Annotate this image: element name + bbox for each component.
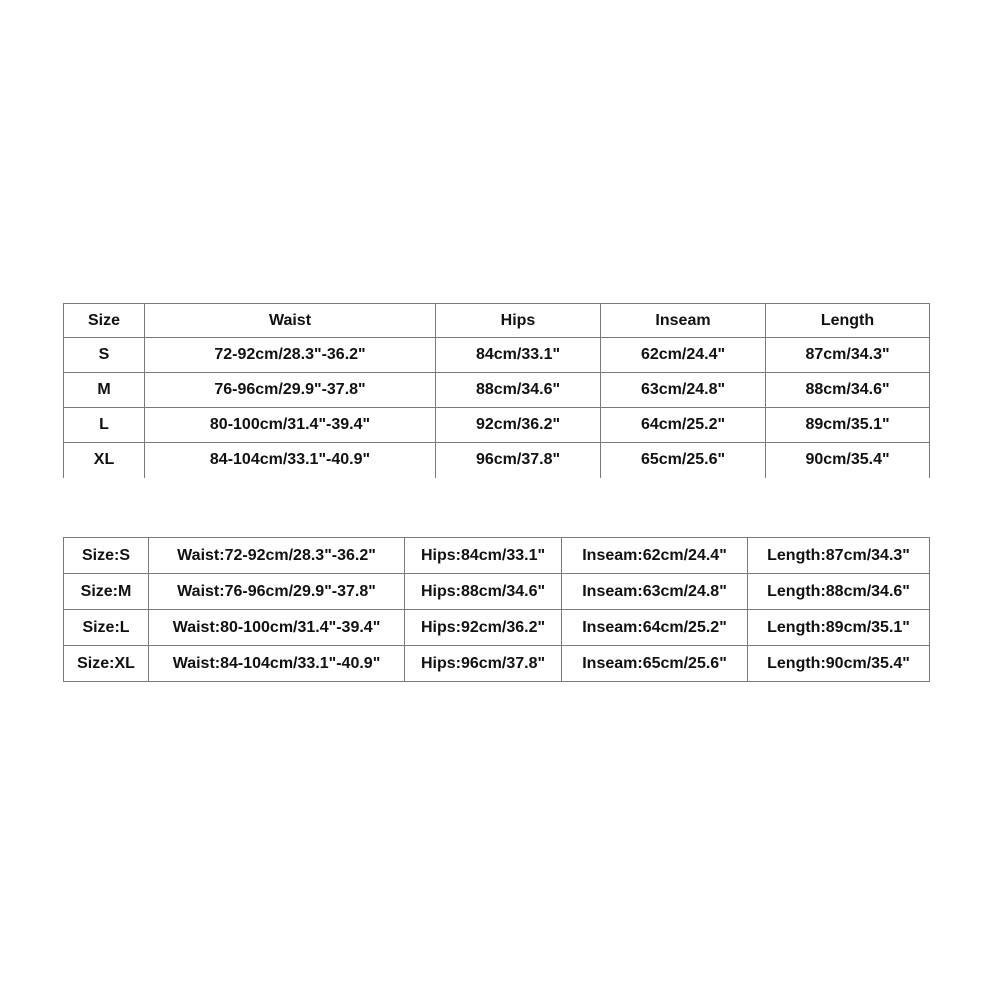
length-cell: Length:88cm/34.6"	[748, 574, 930, 610]
hips-cell: Hips:88cm/34.6"	[405, 574, 562, 610]
hips-cell: 84cm/33.1"	[436, 338, 601, 373]
size-cell: Size:M	[64, 574, 149, 610]
inseam-cell: Inseam:64cm/25.2"	[562, 610, 748, 646]
header-inseam: Inseam	[601, 304, 766, 338]
header-length: Length	[766, 304, 930, 338]
length-cell: 89cm/35.1"	[766, 408, 930, 443]
length-cell: 87cm/34.3"	[766, 338, 930, 373]
size-cell: Size:L	[64, 610, 149, 646]
header-waist: Waist	[145, 304, 436, 338]
size-cell: XL	[64, 443, 145, 478]
size-cell: Size:XL	[64, 646, 149, 682]
table-row	[64, 574, 930, 610]
table-row	[64, 538, 930, 574]
inseam-cell: Inseam:65cm/25.6"	[562, 646, 748, 682]
hips-cell: 92cm/36.2"	[436, 408, 601, 443]
size-chart-table	[63, 303, 930, 478]
waist-cell: Waist:80-100cm/31.4"-39.4"	[149, 610, 405, 646]
waist-cell: 76-96cm/29.9"-37.8"	[145, 373, 436, 408]
waist-cell: 80-100cm/31.4"-39.4"	[145, 408, 436, 443]
size-cell: L	[64, 408, 145, 443]
table-row	[64, 338, 930, 373]
waist-cell: Waist:72-92cm/28.3"-36.2"	[149, 538, 405, 574]
header-hips: Hips	[436, 304, 601, 338]
size-chart-labeled-table	[63, 537, 930, 682]
hips-cell: Hips:92cm/36.2"	[405, 610, 562, 646]
length-cell: 90cm/35.4"	[766, 443, 930, 478]
waist-cell: Waist:84-104cm/33.1"-40.9"	[149, 646, 405, 682]
length-cell: Length:87cm/34.3"	[748, 538, 930, 574]
table-row	[64, 373, 930, 408]
inseam-cell: Inseam:63cm/24.8"	[562, 574, 748, 610]
table-header-row	[64, 304, 930, 338]
table-row	[64, 646, 930, 682]
hips-cell: Hips:84cm/33.1"	[405, 538, 562, 574]
waist-cell: Waist:76-96cm/29.9"-37.8"	[149, 574, 405, 610]
size-cell: Size:S	[64, 538, 149, 574]
inseam-cell: Inseam:62cm/24.4"	[562, 538, 748, 574]
waist-cell: 84-104cm/33.1"-40.9"	[145, 443, 436, 478]
size-cell: S	[64, 338, 145, 373]
length-cell: 88cm/34.6"	[766, 373, 930, 408]
table-row	[64, 408, 930, 443]
waist-cell: 72-92cm/28.3"-36.2"	[145, 338, 436, 373]
hips-cell: 96cm/37.8"	[436, 443, 601, 478]
table-row	[64, 443, 930, 478]
inseam-cell: 62cm/24.4"	[601, 338, 766, 373]
table-row	[64, 610, 930, 646]
header-size: Size	[64, 304, 145, 338]
size-cell: M	[64, 373, 145, 408]
hips-cell: 88cm/34.6"	[436, 373, 601, 408]
inseam-cell: 63cm/24.8"	[601, 373, 766, 408]
hips-cell: Hips:96cm/37.8"	[405, 646, 562, 682]
inseam-cell: 64cm/25.2"	[601, 408, 766, 443]
length-cell: Length:90cm/35.4"	[748, 646, 930, 682]
length-cell: Length:89cm/35.1"	[748, 610, 930, 646]
inseam-cell: 65cm/25.6"	[601, 443, 766, 478]
